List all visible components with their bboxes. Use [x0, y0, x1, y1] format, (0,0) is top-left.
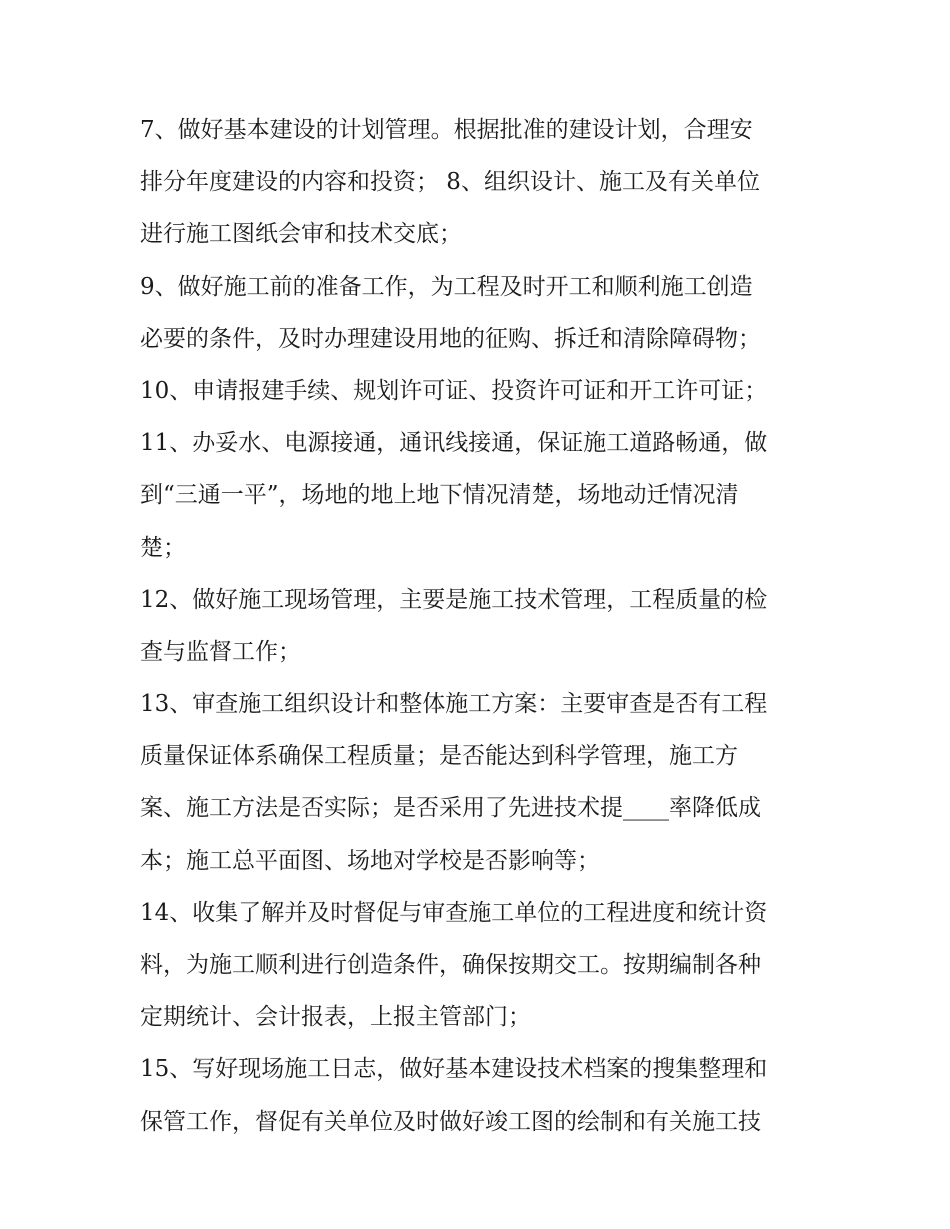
text-line: 15、写好现场施工日志，做好基本建设技术档案的搜集整理和 [140, 1056, 768, 1083]
text-line: 12、做好施工现场管理，主要是施工技术管理，工程质量的检 [140, 586, 768, 613]
text-line: 14、收集了解并及时督促与审查施工单位的工程进度和统计资 [140, 899, 768, 926]
text-line: 案、施工方法是否实际；是否采用了先进技术提____率降低成 [140, 795, 761, 822]
document-body [140, 104, 820, 1148]
text-line: 保管工作，督促有关单位及时做好竣工图的绘制和有关施工技 [140, 1108, 761, 1135]
text-line: 本；施工总平面图、场地对学校是否影响等； [140, 847, 600, 874]
text-line: 楚； [140, 534, 186, 561]
text-line: 9、做好施工前的准备工作，为工程及时开工和顺利施工创造 [140, 273, 753, 300]
text-line: 7、做好基本建设的计划管理。根据批准的建设计划，合理安 [140, 117, 753, 143]
text-line: 排分年度建设的内容和投资； 8、组织设计、施工及有关单位 [140, 169, 760, 196]
text-line: 到“三通一平”，场地的地上地下情况清楚，场地动迁情况清 [140, 482, 739, 509]
text-line: 定期统计、会计报表，上报主管部门； [140, 1004, 531, 1031]
text-line: 必要的条件，及时办理建设用地的征购、拆迁和清除障碍物； [140, 325, 761, 352]
text-line: 进行施工图纸会审和技术交底； [140, 221, 462, 248]
text-line: 11、办妥水、电源接通，通讯线接通，保证施工道路畅通，做 [140, 430, 768, 457]
text-line: 13、审查施工组织设计和整体施工方案：主要审查是否有工程 [140, 691, 768, 718]
text-line: 10、申请报建手续、规划许可证、投资许可证和开工许可证； [140, 377, 768, 404]
text-line: 质量保证体系确保工程质量；是否能达到科学管理，施工方 [140, 743, 738, 770]
text-line: 料，为施工顺利进行创造条件，确保按期交工。按期编制各种 [140, 952, 761, 978]
text-line: 查与监督工作； [140, 638, 301, 665]
